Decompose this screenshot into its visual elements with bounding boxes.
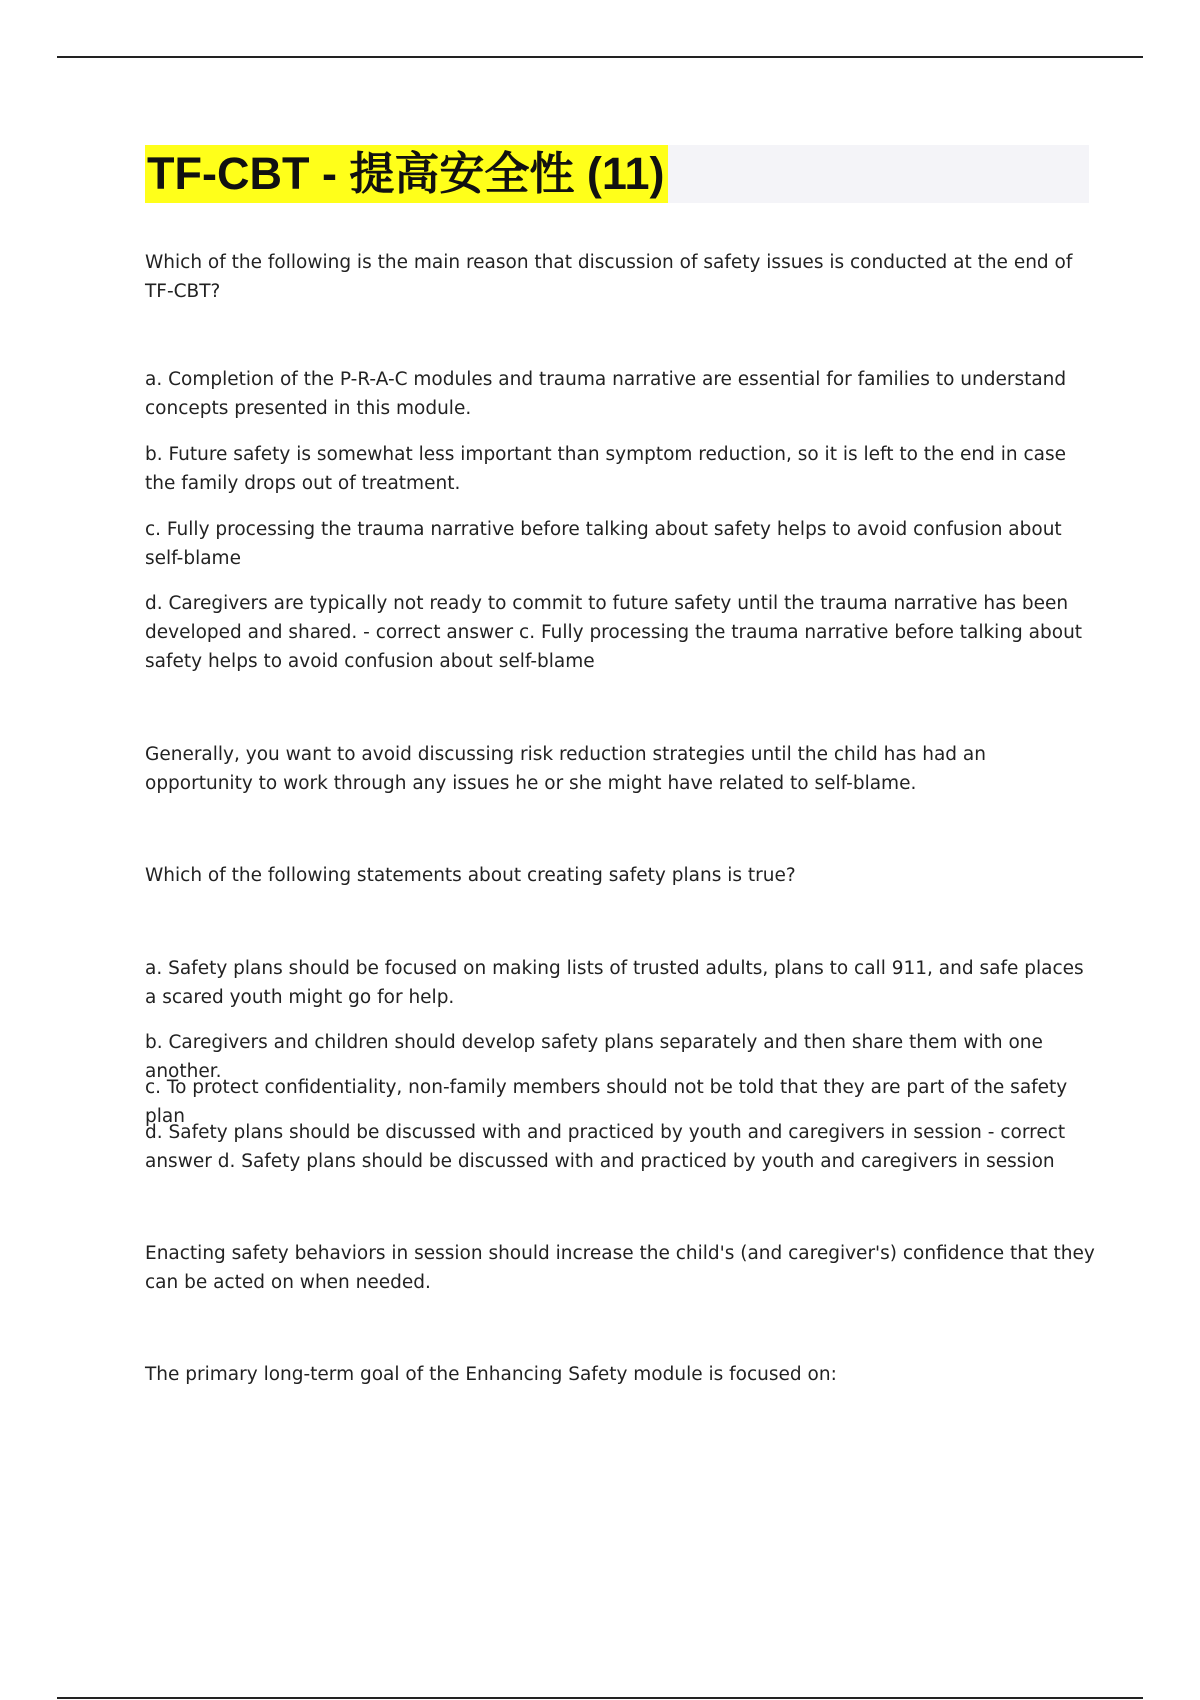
page-title: TF-CBT - 提高安全性 (11) bbox=[145, 145, 668, 203]
q1-option-d: d. Caregivers are typically not ready to commit to future safety until the trauma narrative has been developed and shared. - correct answer c. Fully processing the trauma narrative before talking about safety helps to avoid confusion about self-blame bbox=[145, 593, 1083, 672]
bottom-rule bbox=[57, 1697, 1143, 1699]
top-rule bbox=[57, 56, 1143, 58]
q2-question: Which of the following statements about creating safety plans is true? bbox=[145, 865, 796, 886]
q1-option-c: c. Fully processing the trauma narrative before talking about safety helps to avoid confusion about self-blame bbox=[145, 519, 1062, 569]
title-band bbox=[145, 145, 1089, 203]
q1-option-b: b. Future safety is somewhat less important than symptom reduction, so it is left to the end in case the family drops out of treatment. bbox=[145, 444, 1067, 494]
q3-question: The primary long-term goal of the Enhancing Safety module is focused on: bbox=[145, 1364, 837, 1385]
q2-explanation: Enacting safety behaviors in session should increase the child's (and caregiver's) confidence that they can be acted on when needed. bbox=[145, 1243, 1095, 1293]
q2-option-c: c. To protect confidentiality, non-family members should not be told that they are part of the safety plan bbox=[145, 1077, 1068, 1127]
q1-explanation: Generally, you want to avoid discussing risk reduction strategies until the child has had an opportunity to work through any issues he or she might have related to self-blame. bbox=[145, 744, 986, 794]
q2-option-d: d. Safety plans should be discussed with and practiced by youth and caregivers in session - correct answer d. Safety plans should be discussed with and practiced by youth and caregivers in session bbox=[145, 1122, 1066, 1172]
q2-option-a: a. Safety plans should be focused on making lists of trusted adults, plans to call 911, and safe places a scared youth might go for help. bbox=[145, 958, 1084, 1008]
q2-option-b: b. Caregivers and children should develop safety plans separately and then share them with one another. bbox=[145, 1032, 1043, 1082]
q1-option-a: a. Completion of the P-R-A-C modules and trauma narrative are essential for families to understand concepts presented in this module. bbox=[145, 369, 1067, 419]
q1-question: Which of the following is the main reason that discussion of safety issues is conducted at the end of TF-CBT? bbox=[145, 252, 1073, 302]
